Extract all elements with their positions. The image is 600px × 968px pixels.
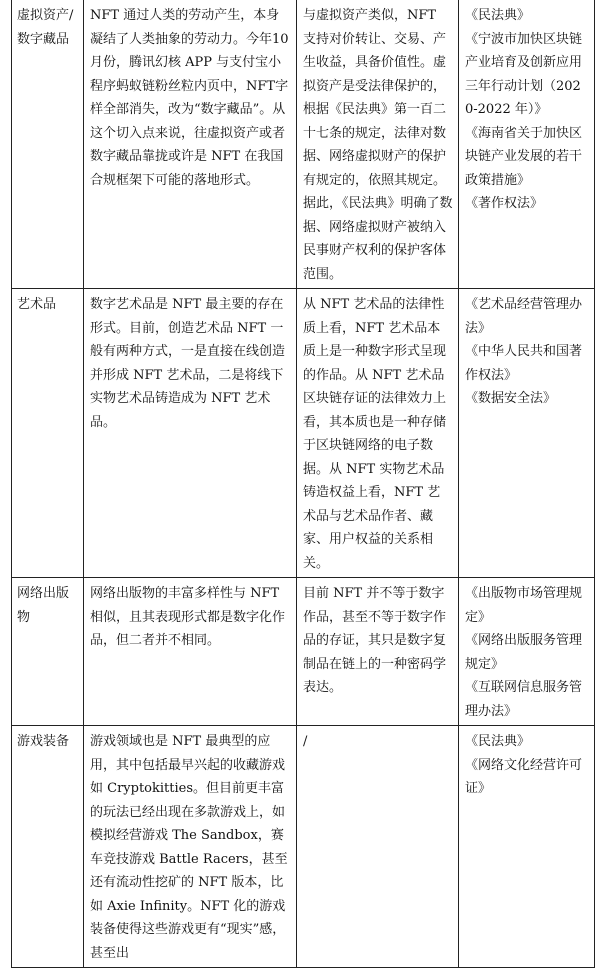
table-row bbox=[12, 289, 595, 578]
law-item: 《民法典》 bbox=[465, 8, 531, 23]
legal-nature-cell: 从 NFT 艺术品的法律性质上看，NFT 艺术品本质上是一种数字形式呈现的作品。从 NFT 艺术品区块链存证的法律效力上看，其本质也是一种存储于区块链网络的电子数据。从 NFT 实物艺术品铸造权益上看，NFT 艺术品与艺术品作者、藏家、用户权益的关系相关。 bbox=[297, 289, 459, 578]
law-item: 《互联网信息服务管理办法》 bbox=[465, 680, 583, 719]
legal-nature-cell: / bbox=[297, 726, 459, 968]
nft-regulation-table bbox=[11, 0, 595, 968]
laws-cell bbox=[459, 289, 595, 578]
laws-cell bbox=[459, 0, 595, 289]
category-cell: 网络出版物 bbox=[12, 578, 84, 726]
legal-nature-cell: 与虚拟资产类似，NFT 支持对价转让、交易、产生收益，具备价值性。虚拟资产是受法律保护的，根据《民法典》第一百二十七条的规定，法律对数据、网络虚拟财产的保护有规定的，依照其规定。据此，《民法典》明确了数据、网络虚拟财产被纳入民事财产权利的保护客体范围。 bbox=[297, 0, 459, 289]
category-cell: 虚拟资产/数字藏品 bbox=[12, 0, 84, 289]
description-cell: 游戏领域也是 NFT 最典型的应用，其中包括最早兴起的收藏游戏如 Cryptokitties。但目前更丰富的玩法已经出现在多款游戏上，如模拟经营游戏 The Sandbox，赛车竞技游戏 Battle Racers，甚至还有流动性挖矿的 NFT 版本，比如 Axie Infinity。NFT 化的游戏装备使得这些游戏更有“现实”感，甚至出 bbox=[84, 726, 297, 968]
law-item: 《数据安全法》 bbox=[465, 391, 557, 406]
laws-cell bbox=[459, 578, 595, 726]
description-cell: 网络出版物的丰富多样性与 NFT 相似，且其表现形式都是数字化作品，但二者并不相同。 bbox=[84, 578, 297, 726]
table-row bbox=[12, 726, 595, 968]
category-cell: 游戏装备 bbox=[12, 726, 84, 968]
description-cell: NFT 通过人类的劳动产生，本身凝结了人类抽象的劳动力。今年10月份，腾讯幻核 APP 与支付宝小程序蚂蚁链粉丝粒内页中，NFT字样全部消失，改为“数字藏品”。从这个切入点来说，往虚拟资产或者数字藏品靠拢或许是 NFT 在我国合规框架下可能的落地形式。 bbox=[84, 0, 297, 289]
table-row bbox=[12, 578, 595, 726]
law-item: 《宁波市加快区块链产业培育及创新应用三年行动计划（2020-2022 年）》 bbox=[465, 31, 583, 117]
laws-cell bbox=[459, 726, 595, 968]
law-item: 《艺术品经营管理办法》 bbox=[465, 297, 583, 336]
law-item: 《中华人民共和国著作权法》 bbox=[465, 344, 583, 383]
legal-nature-cell: 目前 NFT 并不等于数字作品，甚至不等于数字作品的存证，其只是数字复制品在链上的一种密码学表达。 bbox=[297, 578, 459, 726]
law-item: 《民法典》 bbox=[465, 734, 531, 749]
law-item: 《网络文化经营许可证》 bbox=[465, 757, 583, 796]
table-row bbox=[12, 0, 595, 289]
law-item: 《出版物市场管理规定》 bbox=[465, 586, 583, 625]
description-cell: 数字艺术品是 NFT 最主要的存在形式。目前，创造艺术品 NFT 一般有两种方式，一是直接在线创造并形成 NFT 艺术品，二是将线下实物艺术品铸造成为 NFT 艺术品。 bbox=[84, 289, 297, 578]
category-cell: 艺术品 bbox=[12, 289, 84, 578]
law-item: 《网络出版服务管理规定》 bbox=[465, 633, 583, 672]
law-item: 《海南省关于加快区块链产业发展的若干政策措施》 bbox=[465, 125, 583, 188]
law-item: 《著作权法》 bbox=[465, 196, 544, 211]
